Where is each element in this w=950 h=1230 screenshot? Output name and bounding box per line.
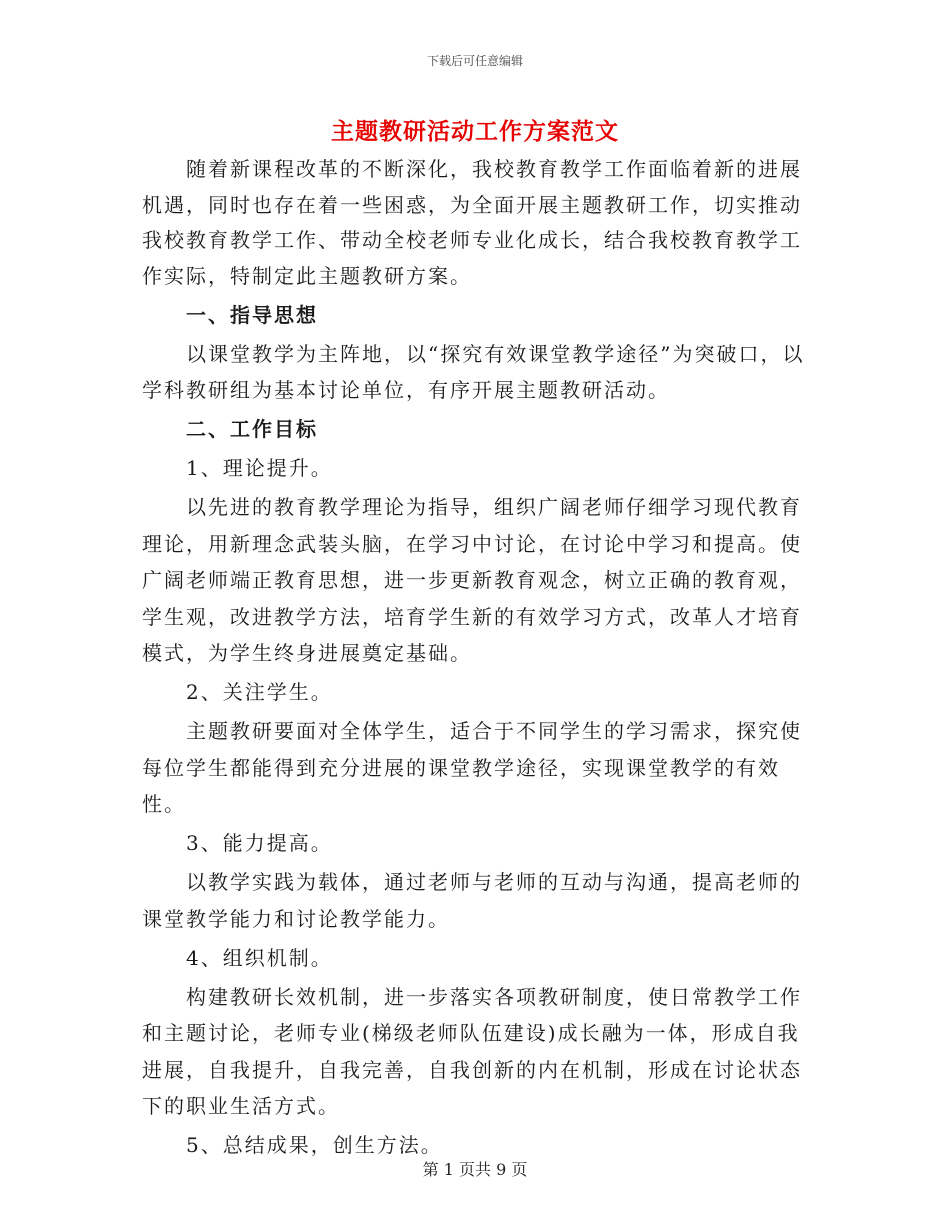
goal-1-paragraph: 以先进的教育教学理论为指导，组织广阔老师仔细学习现代教育理论，用新理念武装头脑，在学习中讨论，在讨论中学习和提高。使广阔老师端正教育思想，进一步更新教育观念，树立正确的教育观，学生观，改进教学方法，培育学生新的有效学习方式，改革人才培育模式，为学生终身进展奠定基础。	[142, 495, 802, 665]
goal-3-paragraph: 以教学实践为载体，通过老师与老师的互动与沟通，提高老师的课堂教学能力和讨论教学能力。	[142, 870, 802, 931]
goal-4-heading: 4、组织机制。	[186, 945, 333, 970]
page-header-note: 下载后可任意编辑	[426, 54, 523, 68]
goal-1-heading: 1、理论提升。	[186, 456, 333, 480]
goal-2-paragraph: 主题教研要面对全体学生，适合于不同学生的学习需求，探究使每位学生都能得到充分进展的课堂教学途径，实现课堂教学的有效性。	[142, 719, 802, 816]
guiding-ideas-paragraph: 以课堂教学为主阵地，以“探究有效课堂教学途径”为突破口，以学科教研组为基本讨论单位，有序开展主题教研活动。	[142, 341, 805, 402]
goal-5-heading: 5、总结成果，创生方法。	[186, 1133, 443, 1157]
section-heading-work-goals: 二、工作目标	[186, 417, 318, 441]
intro-paragraph: 随着新课程改革的不断深化，我校教育教学工作面临着新的进展机遇，同时也存在着一些困惑，为全面开展主题教研工作，切实推动我校教育教学工作、带动全校老师专业化成长，结合我校教育教学工作实际，特制定此主题教研方案。	[142, 157, 802, 288]
goal-4-paragraph: 构建教研长效机制，进一步落实各项教研制度，使日常教学工作和主题讨论，老师专业(梯级老师队伍建设)成长融为一体，形成自我进展，自我提升，自我完善，自我创新的内在机制，形成在讨论状态下的职业生活方式。	[142, 984, 802, 1118]
goal-3-heading: 3、能力提高。	[186, 831, 333, 855]
document-body	[142, 152, 810, 1164]
document-title: 主题教研活动工作方案范文	[331, 118, 619, 145]
page-footer-number: 第 1 页共 9 页	[422, 1160, 528, 1179]
section-heading-guiding-ideas: 一、指导思想	[186, 302, 318, 327]
goal-2-heading: 2、关注学生。	[186, 680, 333, 704]
